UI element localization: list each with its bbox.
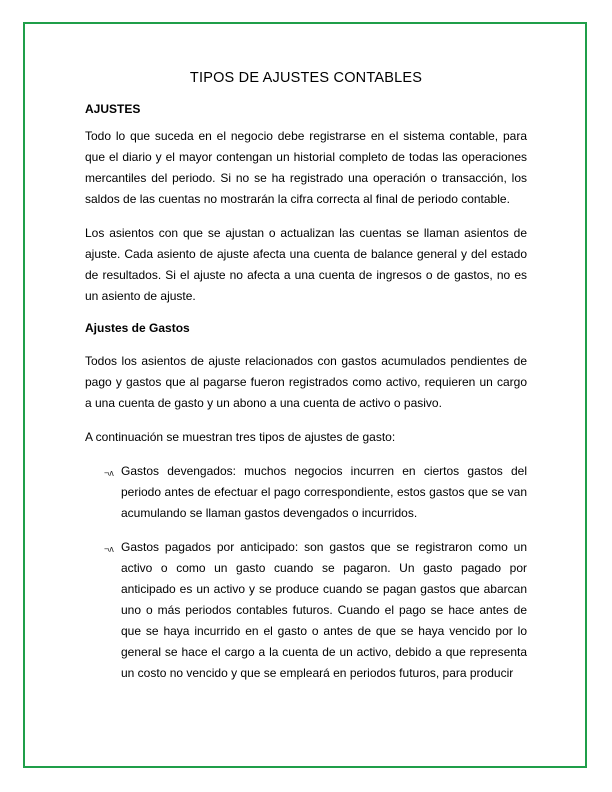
bullet-icon: ¬ʌ xyxy=(104,468,114,478)
document-body xyxy=(85,68,527,697)
paragraph-tipos-intro: A continuación se muestran tres tipos de ajustes de gasto: xyxy=(85,430,396,444)
list-item xyxy=(85,461,527,524)
paragraph-asientos: Los asientos con que se ajustan o actualizan las cuentas se llaman asientos de ajuste. Cada asiento de ajuste afecta una cuenta de balance general y del estado de resultados. Si el ajuste no afecta a una cuenta de ingresos o de gastos, no es un asiento de ajuste. xyxy=(85,226,527,303)
sub-heading-ajustes-gastos: Ajustes de Gastos xyxy=(85,321,190,335)
bullet-list xyxy=(85,461,527,684)
paragraph-gastos-intro: Todos los asientos de ajuste relacionados con gastos acumulados pendientes de pago y gastos que al pagarse fueron registrados como activo, requieren un cargo a una cuenta de gasto y un abono a una cuenta de activo o pasivo. xyxy=(85,354,527,410)
list-item xyxy=(85,537,527,684)
section-heading-ajustes: AJUSTES xyxy=(85,102,141,116)
list-item-text: Gastos devengados: muchos negocios incurren en ciertos gastos del periodo antes de efectuar el pago correspondiente, estos gastos que se van acumulando se llaman gastos devengados o incurridos. xyxy=(121,464,527,520)
bullet-icon: ¬ʌ xyxy=(104,544,114,554)
list-item-text: Gastos pagados por anticipado: son gastos que se registraron como un activo o como un gasto cuando se pagaron. Un gasto pagado por anticipado es un activo y se produce cuando se pagan gastos que abarcan uno o más periodos contables futuros. Cuando el pago se hace antes de que se haya incurrido en el gasto o antes de que se haya vencido por lo general se hace el cargo a la cuenta de un activo, debido a que representa un costo no vencido y que se empleará en periodos futuros, para producir xyxy=(121,540,527,680)
paragraph-registro: Todo lo que suceda en el negocio debe registrarse en el sistema contable, para que el diario y el mayor contengan un historial completo de todas las operaciones mercantiles del periodo. Si no se ha registrado una operación o transacción, los saldos de las cuentas no mostrarán la cifra correcta al final de periodo contable. xyxy=(85,129,527,206)
document-title: TIPOS DE AJUSTES CONTABLES xyxy=(189,70,423,86)
